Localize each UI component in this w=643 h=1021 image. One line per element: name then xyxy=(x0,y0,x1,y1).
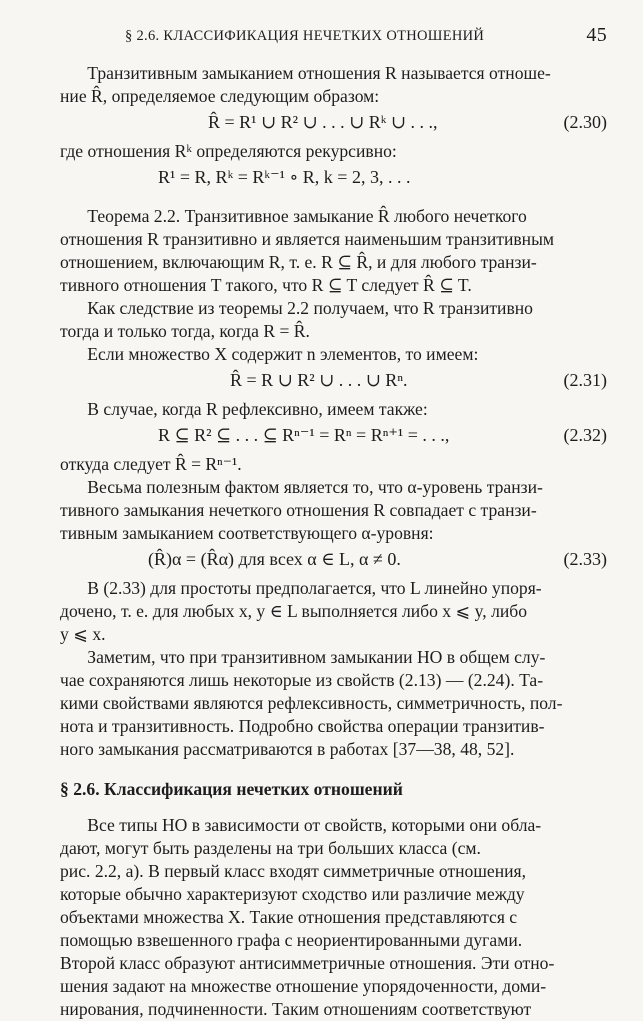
text-line: В случае, когда R рефлексивно, имеем также: xyxy=(87,399,428,419)
text-line: ного замыкания рассматриваются в работах [37—38, 48, 52]. xyxy=(60,739,515,759)
section-heading xyxy=(60,779,607,800)
equation-body: R̂ = R¹ ∪ R² ∪ . . . ∪ Rᵏ ∪ . . ., xyxy=(208,112,438,132)
text-line: рис. 2.2, а). В первый класс входят симметричные отношения, xyxy=(60,861,527,881)
text-line: Если множество X содержит n элементов, то имеем: xyxy=(87,344,479,364)
section-title: § 2.6. Классификация нечетких отношений xyxy=(60,779,403,799)
running-title: § 2.6. КЛАССИФИКАЦИЯ НЕЧЕТКИХ ОТНОШЕНИЙ xyxy=(125,28,485,44)
theorem-line: Теорема 2.2. Транзитивное замыкание R̂ любого нечеткого xyxy=(87,206,527,226)
text-line: Все типы НО в зависимости от свойств, которыми они обла- xyxy=(87,815,542,835)
equation-number: (2.33) xyxy=(563,549,607,569)
text-line: где отношения Rᵏ определяются рекурсивно: xyxy=(60,141,397,161)
equation-body: R̂ = R ∪ R² ∪ . . . ∪ Rⁿ. xyxy=(230,370,408,390)
text-line: помощью взвешенного графа с неориентированными дугами. xyxy=(60,930,523,950)
text-line: кими свойствами являются рефлексивность, симметричность, пол- xyxy=(60,693,563,713)
equation-2-33 xyxy=(60,547,607,573)
text-line: дочено, т. е. для любых x, y ∈ L выполняется либо x ⩽ y, либо xyxy=(60,601,528,621)
equation-number: (2.30) xyxy=(563,112,607,132)
text-line: ние R̂, определяемое следующим образом: xyxy=(60,86,380,106)
text-line: нирования, подчиненности. Таким отношениям соответствуют xyxy=(60,999,532,1019)
text-line: которые обычно характеризуют сходство или различие между xyxy=(60,884,525,904)
text-line: y ⩽ x. xyxy=(60,624,106,644)
text-line: Транзитивным замыканием отношения R называется отноше- xyxy=(87,63,551,83)
page-header xyxy=(60,24,607,50)
text-line: шения задают на множестве отношение упорядоченности, доми- xyxy=(60,976,547,996)
text-line: объектами множества X. Такие отношения представляются с xyxy=(60,907,518,927)
equation-2-32 xyxy=(60,423,607,449)
text-line: чае сохраняются лишь некоторые из свойств (2.13) — (2.24). Та- xyxy=(60,670,544,690)
text-line: откуда следует R̂ = Rⁿ⁻¹. xyxy=(60,454,242,474)
text-line: Заметим, что при транзитивном замыкании НО в общем слу- xyxy=(87,647,546,667)
text-line: Второй класс образуют антисимметричные отношения. Эти отно- xyxy=(60,953,555,973)
theorem-line: тивного отношения T такого, что R ⊆ T следует R̂ ⊆ T. xyxy=(60,275,472,295)
equation-2-30 xyxy=(60,110,607,136)
page-number: 45 xyxy=(586,24,607,46)
theorem-line: отношения R транзитивно и является наименьшим транзитивным xyxy=(60,229,555,249)
text-line: тивным замыканием соответствующего α-уровня: xyxy=(60,523,434,543)
equation-number: (2.32) xyxy=(563,425,607,445)
text-line: Как следствие из теоремы 2.2 получаем, что R транзитивно xyxy=(87,298,533,318)
equation-number: (2.31) xyxy=(563,370,607,390)
text-line: тогда и только тогда, когда R = R̂. xyxy=(60,321,310,341)
equation-body: R ⊆ R² ⊆ . . . ⊆ Rⁿ⁻¹ = Rⁿ = Rⁿ⁺¹ = . . ., xyxy=(158,425,450,445)
text-line: нота и транзитивность. Подробно свойства операции транзитив- xyxy=(60,716,545,736)
theorem-line: отношением, включающим R, т. е. R ⊆ R̂, и для любого транзи- xyxy=(60,252,537,272)
page-body xyxy=(60,62,607,1021)
equation-recursive xyxy=(60,165,607,191)
equation-2-31 xyxy=(60,368,607,394)
equation-body: (R̂)α = (R̂α) для всех α ∈ L, α ≠ 0. xyxy=(148,549,401,569)
text-line: дают, могут быть разделены на три больших класса (см. xyxy=(60,838,481,858)
equation-body: R¹ = R, Rᵏ = Rᵏ⁻¹ ∘ R, k = 2, 3, . . . xyxy=(158,167,411,187)
text-line: В (2.33) для простоты предполагается, что L линейно упоря- xyxy=(87,578,542,598)
text-line: тивного замыкания нечеткого отношения R совпадает с транзи- xyxy=(60,500,537,520)
text-line: Весьма полезным фактом является то, что α-уровень транзи- xyxy=(87,477,543,497)
